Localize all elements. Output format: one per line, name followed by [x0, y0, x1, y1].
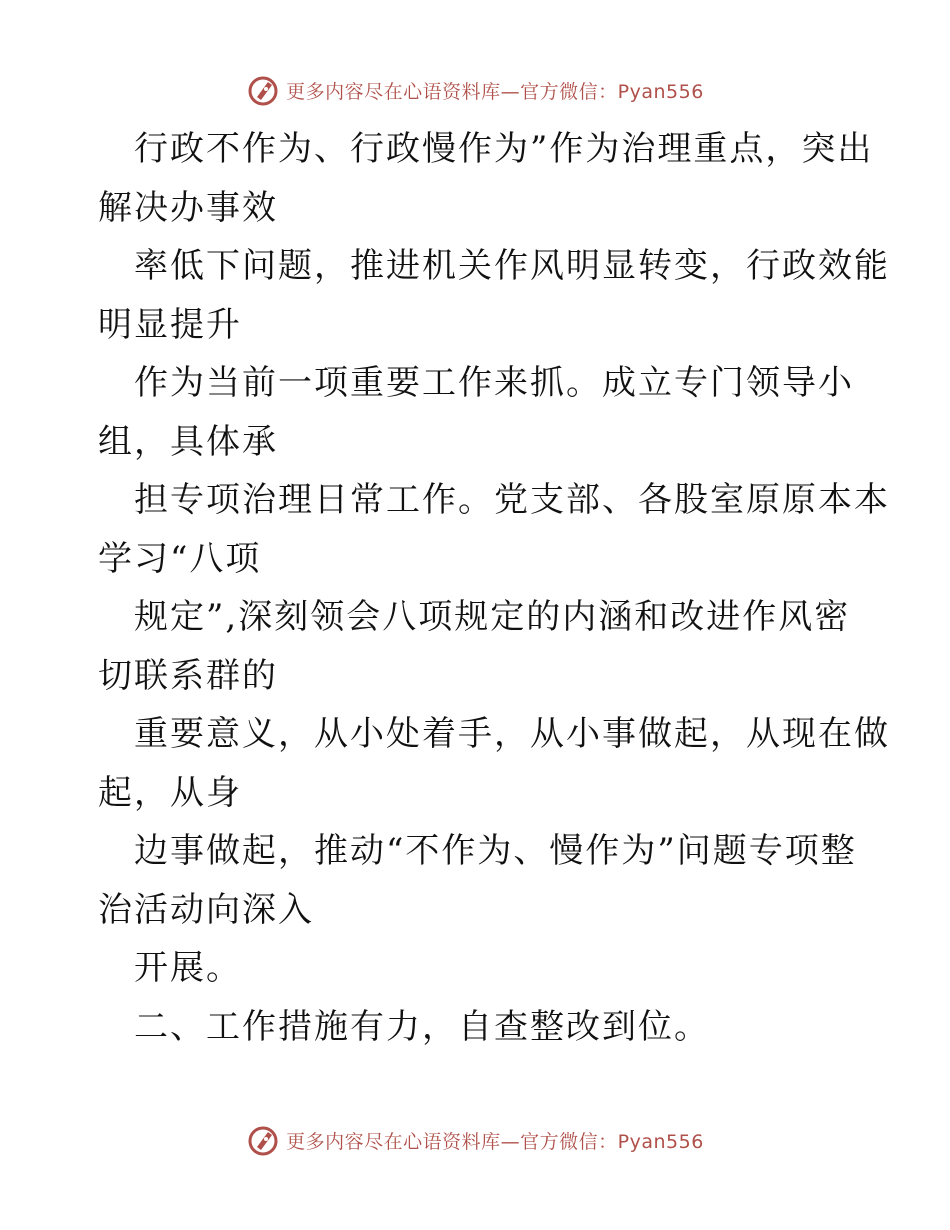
text-line: 率低下问题，推进机关作风明显转变，行政效能: [134, 246, 890, 286]
text-line: 学习“八项: [98, 538, 262, 579]
pen-nib-logo-icon: [246, 73, 280, 107]
text-line: 切联系群的: [98, 655, 278, 696]
text-line: 边事做起，推动“不作为、慢作为”问题专项整: [134, 831, 857, 871]
text-line: 规定”,深刻领会八项规定的内涵和改进作风密: [134, 597, 851, 637]
text-line: 作为当前一项重要工作来抓。成立专门领导小: [134, 363, 854, 403]
footer-banner-text: 更多内容尽在心语资料库—官方微信：Pyan556: [286, 1130, 704, 1153]
section-heading: 二、工作措施有力，自查整改到位。: [134, 1006, 710, 1047]
document-body: [98, 120, 890, 1056]
text-line: 行政不作为、行政慢作为”作为治理重点，突出: [134, 129, 874, 169]
text-line: 组，具体承: [98, 421, 278, 462]
header-banner-text: 更多内容尽在心语资料库—官方微信：Pyan556: [286, 80, 704, 103]
text-line: 担专项治理日常工作。党支部、各股室原原本本: [134, 480, 890, 520]
text-line: 起，从身: [98, 772, 242, 813]
text-line: 开展。: [134, 948, 242, 988]
pen-nib-logo-icon: [246, 1123, 280, 1157]
footer-banner: [0, 1120, 950, 1160]
header-banner: [0, 70, 950, 110]
text-line: 治活动向深入: [98, 889, 314, 930]
text-line: 解决办事效: [98, 187, 278, 228]
text-line: 重要意义，从小处着手，从小事做起，从现在做: [134, 714, 890, 754]
text-line: 明显提升: [98, 304, 242, 345]
